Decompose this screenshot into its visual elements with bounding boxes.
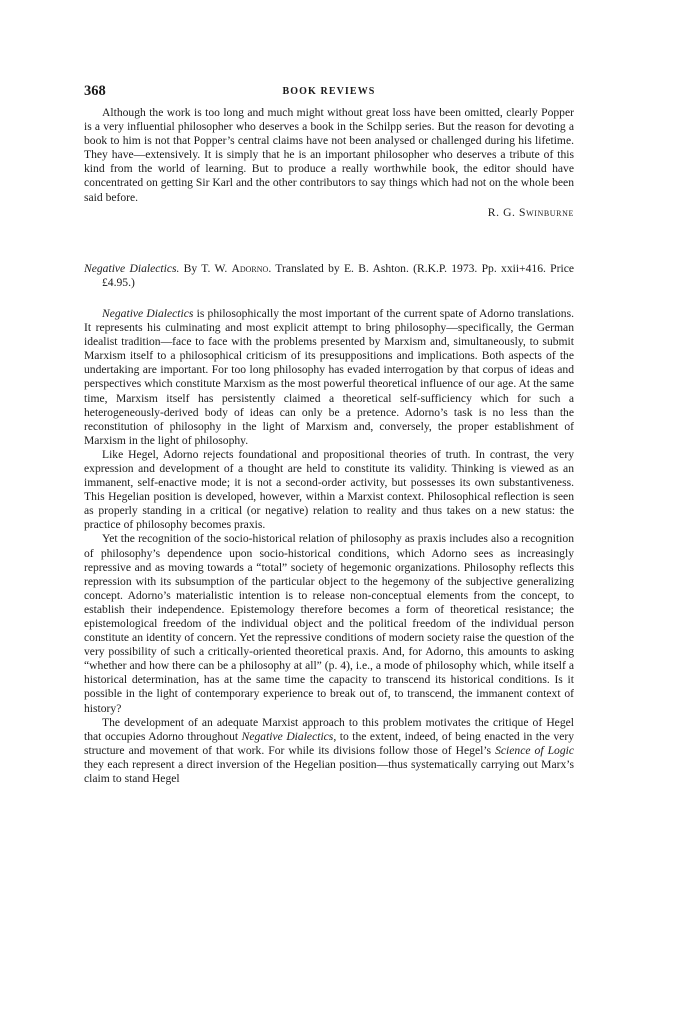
- paragraph-4-text-c: they each represent a direct inversion of the Hegelian position—thus systematically carrying out Marx’s claim to stand Hegel: [84, 757, 574, 786]
- paragraph-4-text-b: , to the extent, indeed, of being enacted in the very structure and movement of that work. For while its divisions follow those of Hegel’s: [84, 729, 575, 757]
- citation-by: By T. W.: [179, 261, 232, 275]
- review-2-citation: [84, 262, 574, 290]
- paragraph-4: [84, 716, 574, 786]
- citation-details: . Translated by E. B. Ashton. (R.K.P. 1973. Pp. xxii+416. Price £4.95.): [102, 261, 574, 289]
- book-title: Negative Dialectics.: [84, 261, 180, 275]
- review-1-closing-paragraph: Although the work is too long and much might without great loss have been omitted, clearly Popper is a very influential philosopher who deserves a book in the Schilpp series. But the reason for devoting a book to him is not that Popper’s central claims have not been analysed or challenged during his lifetime. They have—extensively. It is simply that he is an important philosopher who deserves a tribute of this kind from the world of learning. But to produce a really worthwhile book, the editor should have concentrated on getting Sir Karl and the other contributors to say things which had not on the whole been said before.: [84, 106, 574, 204]
- paragraph-2: Like Hegel, Adorno rejects foundational and propositional theories of truth. In contrast, the very expression and development of a thought are held to constitute its validity. Thinking is viewed as an immanent, self-enactive mode; it is not a second-order activity, but possesses its own substantiveness. This Hegelian position is developed, however, within a Marxist context. Philosophical reflection is seen as properly standing in a critical (or negative) relation to reality and thus takes on a new status: the practice of philosophy becomes praxis.: [84, 447, 574, 532]
- page-header: [84, 84, 574, 106]
- reviewer-signature: R. G. Swinburne: [487, 205, 574, 219]
- inline-title: Negative Dialectics: [102, 306, 194, 320]
- paragraph-3: Yet the recognition of the socio-historical relation of philosophy as praxis includes also a recognition of philosophy’s dependence upon socio-historical conditions, which Adorno sees as increasingly repressive and as moving towards a “total” society of hegemonic organizations. Philosophy reflects this repression with its subsumption of the particular object to the hegemony of the subjective generalizing concept. Adorno’s materialistic intention is to release non-conceptual elements from the concept, to establish their independence. Epistemology therefore becomes a form of theoretical resistance; the epistemological freedom of the individual object and the political freedom of the individual person constitute an identity of concern. Yet the repressive conditions of modern society raise the question of the very possibility of such a critically-oriented theoretical praxis. And, for Adorno, this amounts to asking “whether and how there can be a philosophy at all” (p. 4), i.e., a mode of philosophy which, while itself a historical determination, has at the same time the capacity to transcend its historical conditions. Is it possible in the light of contemporary experience to break out of, to transcend, the immanent context of history?: [84, 532, 574, 715]
- running-head: BOOK REVIEWS: [282, 86, 376, 97]
- review-2-body: [84, 307, 574, 786]
- page-number: 368: [84, 83, 106, 99]
- inline-title-negative-dialectics: Negative Dialectics: [241, 729, 334, 743]
- paragraph-4-text-a: The development of an adequate Marxist approach to this problem motivates the critique of Hegel that occupies Adorno throughout: [84, 715, 574, 743]
- paragraph-1-text: is philosophically the most important of the current spate of Adorno translations. It represents his culminating and most explicit attempt to bring philosophy—specifically, the German idealist tradition—face to face with the problems presented by Marxism and, simultaneously, to submit Marxism itself to a philosophical criticism of its presuppositions and implications. Both aspects of the undertaking are important. For too long philosophy has evaded interrogation by that corpus of ideas and perspectives which constitute Marxism as the most powerful theoretical influence of our age. At the same time, Marxism itself has persistently claimed a theoretical self-sufficiency which for such a heterogeneously-derived body of ideas can only be a pretence. Adorno’s task is no less than the reconstitution of philosophy in the light of Marxism and, conversely, the proper establishment of Marxism in the light of philosophy.: [84, 306, 574, 447]
- book-page: [84, 84, 574, 786]
- book-author: Adorno: [231, 261, 269, 275]
- inline-title-science-of-logic: Science of Logic: [495, 743, 575, 757]
- paragraph-1: [84, 307, 574, 448]
